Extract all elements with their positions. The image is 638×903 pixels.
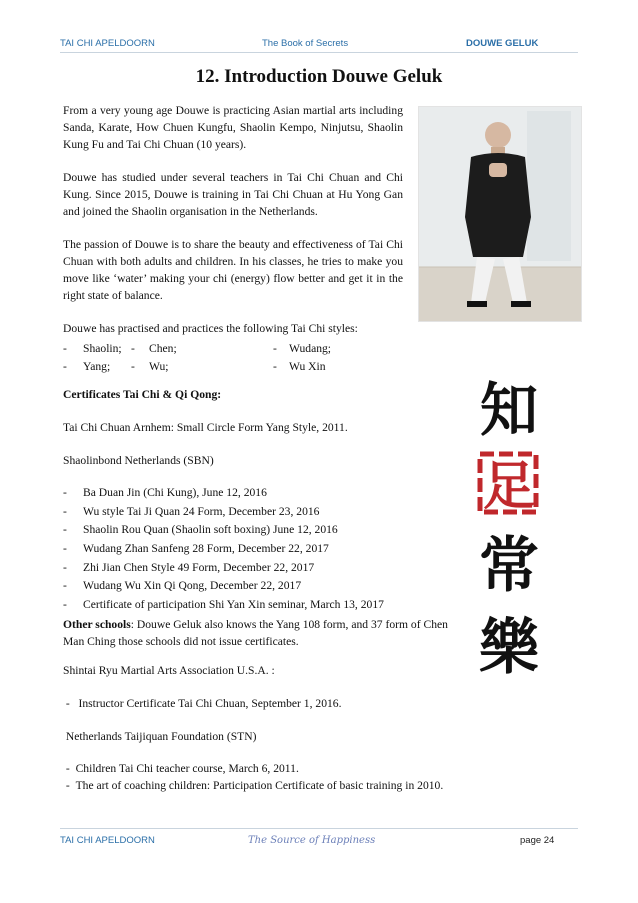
glyph-4: 樂 [479,613,539,683]
shintai-heading: Shintai Ryu Martial Arts Association U.S.A. : [63,664,275,677]
intro-text [63,102,403,353]
other-schools: Other schools: Douwe Geluk also knows the Yang 108 form, and 37 form of Chen Man Ching those schools did not issue certificates. [63,618,448,648]
certificates-heading: Certificates Tai Chi & Qi Qong: [63,388,222,401]
footer-tagline: The Source of Happiness [248,835,376,846]
footer-divider [60,828,578,829]
list-item: - Certificate of participation Shi Yan Xin seminar, March 13, 2017 [63,598,384,612]
shintai-item: - Instructor Certificate Tai Chi Chuan, September 1, 2016. [65,697,342,710]
header-center: The Book of Secrets [262,38,349,49]
paragraph-1: From a very young age Douwe is practicing Asian martial arts including Sanda, Karate, How Chuen Kungfu, Shaolin Kempo, Ninjutsu, Shaolin Kung Fu and Tai Chi Chuan (10 years). [63,104,403,151]
style-dash: - [273,360,277,373]
style-chen: Chen; [149,342,177,355]
calligraphy-image [468,368,550,698]
paragraph-4: Douwe has practised and practices the following Tai Chi styles: [63,322,358,335]
footer-left: TAI CHI APELDOORN [60,835,155,846]
stn-heading: Netherlands Taijiquan Foundation (STN) [65,730,257,743]
style-dash: - [131,342,135,355]
list-item: - Wu style Tai Ji Quan 24 Form, December 23, 2016 [63,504,320,518]
style-yang: Yang; [83,360,111,373]
style-shaolin: Shaolin; [83,342,122,355]
page-number: page 24 [520,835,555,846]
style-dash: - [273,342,277,355]
sbn-heading: Shaolinbond Netherlands (SBN) [63,454,214,467]
list-item: - Shaolin Rou Quan (Shaolin soft boxing) June 12, 2016 [63,523,338,537]
glyph-3: 常 [479,531,539,601]
style-wudang: Wudang; [289,342,332,355]
paragraph-2: Douwe has studied under several teachers in Tai Chi Chuan and Chi Kung. Since 2015, Douwe is training in Tai Chi Chuan at Hu Yong Gan and joined the Shaolin organisation in the Netherlands. [63,171,403,218]
paragraph-3: The passion of Douwe is to share the beauty and effectiveness of Tai Chi Chuan with both adults and children. In his classes, he tries to make you move like ‘water’ making your chi (energy) flow better and get it in the right state of balance. [63,238,403,302]
style-dash: - [63,342,67,355]
stn-item-2: - The art of coaching children: Participation Certificate of basic training in 2010. [65,779,444,792]
list-item: - Ba Duan Jin (Chi Kung), June 12, 2016 [63,486,267,499]
glyph-2: 足 [482,456,536,517]
portrait-figure [419,107,581,321]
list-item: - Wudang Wu Xin Qi Qong, December 22, 2017 [63,579,302,593]
portrait-photo [418,106,582,322]
sbn-list [63,486,463,617]
stn-item-1: - Children Tai Chi teacher course, March 6, 2011. [65,762,299,775]
style-wu: Wu; [149,360,169,373]
header-left: TAI CHI APELDOORN [60,38,155,49]
list-item: - Zhi Jian Chen Style 49 Form, December 22, 2017 [63,560,315,574]
arnhem-line: Tai Chi Chuan Arnhem: Small Circle Form Yang Style, 2011. [63,421,348,434]
page-title: 12. Introduction Douwe Geluk [195,66,443,87]
style-wu-xin: Wu Xin [289,360,326,373]
list-item: - Wudang Zhan Sanfeng 28 Form, December 22, 2017 [63,542,329,556]
style-dash: - [131,360,135,373]
header-divider [60,52,578,53]
calligraphy-seal [468,368,550,698]
style-dash: - [63,360,67,373]
glyph-1: 知 [479,376,539,444]
header-right: DOUWE GELUK [466,38,539,49]
